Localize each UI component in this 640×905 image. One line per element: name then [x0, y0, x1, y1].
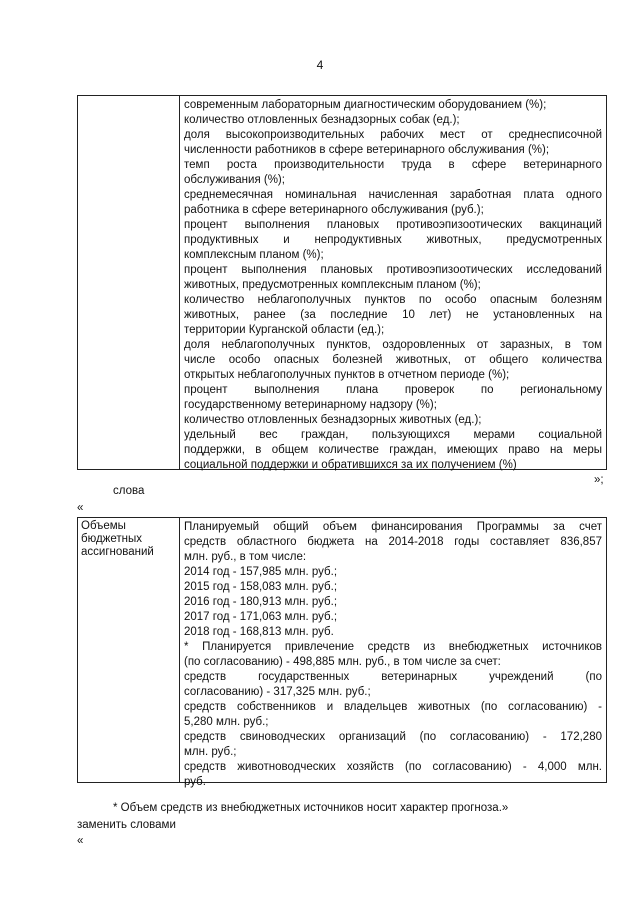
text-line: территории Курганской области (ед.); — [184, 324, 385, 336]
text-line: численности работников в сфере ветеринарного обслуживания (%); — [184, 144, 550, 156]
text-line: поддержки, в общем количестве граждан, имеющих право на меры — [184, 444, 602, 456]
replace-label: заменить словами — [77, 819, 176, 831]
text-line: 2016 год - 180,913 млн. руб.; — [184, 596, 338, 608]
indicators-table — [77, 95, 607, 470]
text-line: процент выполнения плановых противоэпизоотических исследований — [184, 264, 602, 276]
text-line: средств животноводческих хозяйств (по согласованию) - 4,000 млн. — [184, 761, 602, 773]
text-line: 2015 год - 158,083 млн. руб.; — [184, 581, 338, 593]
text-line: средств государственных ветеринарных учреждений (по — [184, 671, 602, 683]
label-line: Объемы — [81, 520, 126, 532]
text-line: Планируемый общий объем финансирования Программы за счет — [184, 521, 602, 533]
text-line: животных, предусмотренных комплексным планом (%); — [184, 279, 481, 291]
budget-label-cell — [78, 518, 180, 782]
text-line: 5,280 млн. руб.; — [184, 716, 269, 728]
text-line: процент выполнения плана проверок по региональному — [184, 384, 602, 396]
text-line: (по согласованию) - 498,885 млн. руб., в том числе за счет: — [184, 656, 501, 668]
text-line: количество отловленных безнадзорных животных (ед.); — [184, 414, 482, 426]
text-line: млн. руб.; — [184, 746, 237, 758]
page-number: 4 — [316, 58, 324, 72]
text-line: средств собственников и владельцев животных (по согласованию) - — [184, 701, 602, 713]
words-label: слова — [113, 485, 145, 497]
text-line: обслуживания (%); — [184, 174, 285, 186]
text-line: процент выполнения плановых противоэпизоотических вакцинаций — [184, 219, 602, 231]
text-line: средств свиноводческих организаций (по согласованию) - 172,280 — [184, 731, 602, 743]
text-line: удельный вес граждан, пользующихся мерами социальной — [184, 429, 602, 441]
text-line: количество отловленных безнадзорных собак (ед.); — [184, 114, 460, 126]
label-line: бюджетных — [81, 533, 143, 545]
text-line: млн. руб., в том числе: — [184, 551, 307, 563]
budget-text-cell — [180, 518, 606, 788]
text-line: государственному ветеринарному надзору (%); — [184, 399, 437, 411]
text-line: 2017 год - 171,063 млн. руб.; — [184, 611, 338, 623]
text-line: работника в сфере ветеринарного обслуживания (руб.); — [184, 204, 484, 216]
text-line: животных, ранее (за последние 10 лет) не установленных на — [184, 309, 602, 321]
text-line: согласованию) - 317,325 млн. руб.; — [184, 686, 371, 698]
text-line: * Планируется привлечение средств из внебюджетных источников — [184, 641, 602, 653]
closing-quote: »; — [594, 474, 604, 486]
text-line: открытых неблагополучных пунктов в отчетном периоде (%); — [184, 369, 510, 381]
text-line: комплексным планом (%); — [184, 249, 324, 261]
text-line: количество неблагополучных пунктов по особо опасным болезням — [184, 294, 602, 306]
text-line: темп роста производительности труда в сфере ветеринарного — [184, 159, 602, 171]
text-line: 2014 год - 157,985 млн. руб.; — [184, 566, 338, 578]
open-quote: « — [77, 835, 84, 847]
text-line: числе особо опасных болезней животных, от общего количества — [184, 354, 602, 366]
indicators-label-cell — [78, 96, 180, 469]
text-line: доля неблагополучных пунктов, оздоровленных от заразных, в том — [184, 339, 602, 351]
text-line: 2018 год - 168,813 млн. руб. — [184, 626, 334, 638]
text-line: среднемесячная номинальная начисленная заработная плата одного — [184, 189, 602, 201]
text-line: продуктивных и непродуктивных животных, предусмотренных — [184, 234, 602, 246]
budget-table — [77, 517, 607, 788]
open-quote: « — [77, 502, 84, 514]
footnote: * Объем средств из внебюджетных источников носит характер прогноза.» — [113, 802, 509, 814]
text-line: доля высокопроизводительных рабочих мест от среднесписочной — [184, 129, 602, 141]
text-line: средств областного бюджета на 2014-2018 годы составляет 836,857 — [184, 536, 602, 548]
text-line: современным лабораторным диагностическим оборудованием (%); — [184, 99, 547, 111]
label-line: ассигнований — [81, 546, 154, 558]
text-line: руб. — [184, 776, 206, 788]
text-line: социальной поддержки и обратившихся за их получением (%) — [184, 459, 517, 471]
indicators-text-cell — [180, 96, 606, 469]
